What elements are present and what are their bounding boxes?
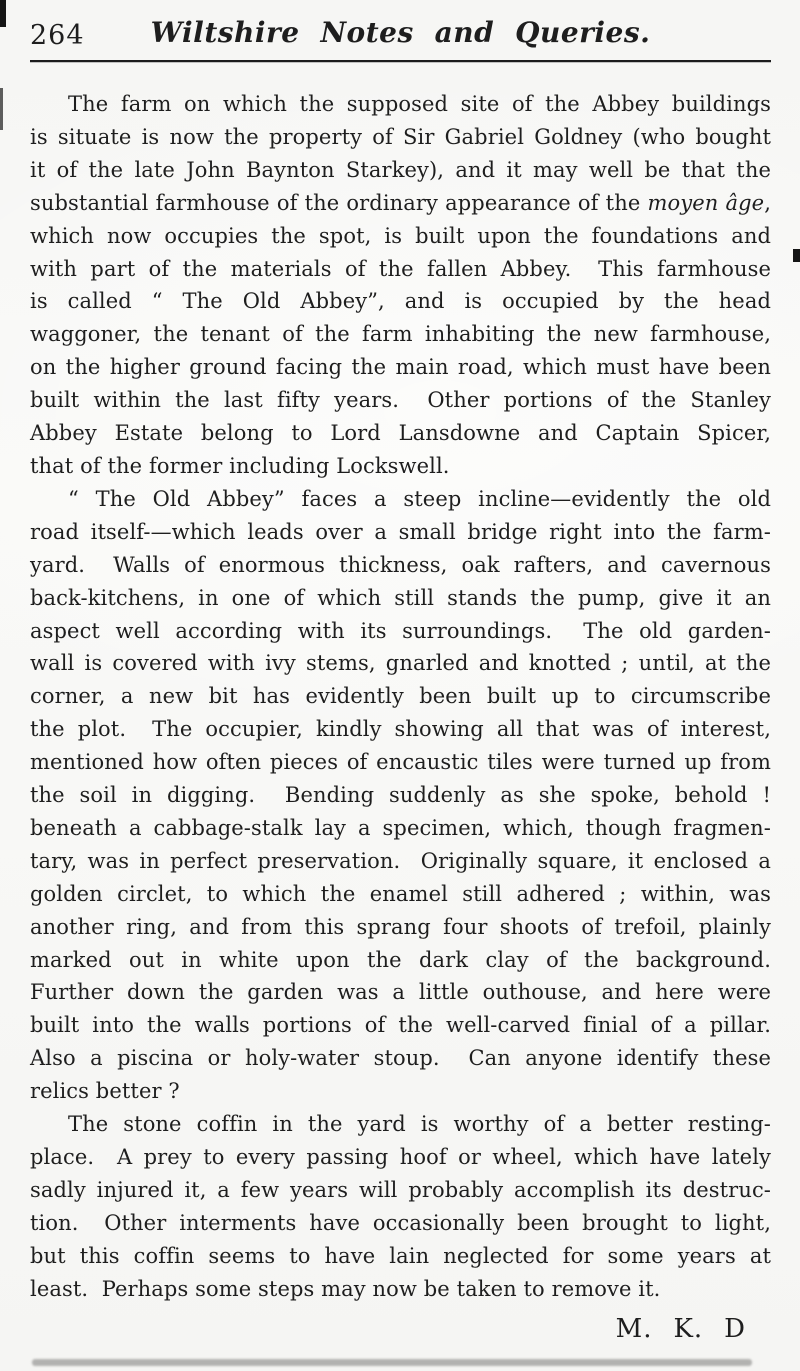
text-line: wall is covered with ivy stems, gnarled and knotted ; until, at the xyxy=(30,651,771,676)
scan-artifact-top-left xyxy=(0,0,6,27)
running-title: Wiltshire Notes and Queries. xyxy=(150,16,651,49)
text-line: marked out in white upon the dark clay of the background. xyxy=(30,947,771,972)
text-line: least. Perhaps some steps may now be taken to remove it. xyxy=(30,1276,661,1301)
paragraph xyxy=(30,483,771,1108)
text-line: is called “ The Old Abbey”, and is occupied by the head xyxy=(30,289,771,314)
paragraph xyxy=(30,88,771,483)
text-line: waggoner, the tenant of the farm inhabiting the new farmhouse, xyxy=(30,322,771,347)
text-line: Abbey Estate belong to Lord Lansdowne and Captain Spicer, xyxy=(30,421,771,446)
body-text xyxy=(30,88,771,1306)
text-line: built into the walls portions of the well-carved finial of a pillar. xyxy=(30,1013,771,1038)
text-line: tion. Other interments have occasionally been brought to light, xyxy=(30,1210,771,1235)
page-header xyxy=(30,14,771,60)
text-line: with part of the materials of the fallen Abbey. This farmhouse xyxy=(30,256,771,281)
text-line: built within the last fifty years. Other portions of the Stanley xyxy=(30,388,771,413)
text-line: road itself-—which leads over a small bridge right into the farm- xyxy=(30,519,771,544)
scan-artifact-right-edge xyxy=(793,249,800,262)
text-line: the plot. The occupier, kindly showing all that was of interest, xyxy=(30,717,771,742)
text-line: beneath a cabbage-stalk lay a specimen, which, though fragmen- xyxy=(30,815,771,840)
text-line: corner, a new bit has evidently been built up to circumscribe xyxy=(30,684,771,709)
text-line: is situate is now the property of Sir Gabriel Goldney (who bought xyxy=(30,124,771,149)
text-line: sadly injured it, a few years will probably accomplish its destruc- xyxy=(30,1177,771,1202)
text-line: it of the late John Baynton Starkey), and it may well be that the xyxy=(30,157,771,182)
paragraph xyxy=(30,1108,771,1305)
text-line: place. A prey to every passing hoof or wheel, which have lately xyxy=(30,1145,771,1169)
text-line: another ring, and from this sprang four shoots of trefoil, plainly xyxy=(30,914,771,939)
text-line: that of the former including Lockswell. xyxy=(30,453,450,478)
header-rule xyxy=(30,60,771,62)
text-line: but this coffin seems to have lain neglected for some years at xyxy=(30,1243,771,1268)
text-line: substantial farmhouse of the ordinary appearance of the moyen âge, xyxy=(30,190,771,215)
text-line: the soil in digging. Bending suddenly as she spoke, behold ! xyxy=(30,783,771,808)
author-signature: M. K. D xyxy=(615,1314,746,1344)
text-line: relics better ? xyxy=(30,1079,180,1104)
scan-artifact-bottom-bar xyxy=(32,1359,752,1366)
text-line: The stone coffin in the yard is worthy of a better resting- xyxy=(68,1112,771,1137)
scan-artifact-left-edge xyxy=(0,88,3,130)
text-line: mentioned how often pieces of encaustic tiles were turned up from xyxy=(30,750,771,775)
text-line: golden circlet, to which the enamel still adhered ; within, was xyxy=(30,881,771,906)
text-line: Also a piscina or holy-water stoup. Can anyone identify these xyxy=(30,1046,771,1071)
text-line: The farm on which the supposed site of the Abbey buildings xyxy=(68,92,771,116)
text-line: Further down the garden was a little outhouse, and here were xyxy=(30,980,771,1005)
text-line: on the higher ground facing the main road, which must have been xyxy=(30,355,771,380)
text-line: which now occupies the spot, is built upon the foundations and xyxy=(30,223,771,248)
text-line: yard. Walls of enormous thickness, oak rafters, and cavernous xyxy=(30,552,771,577)
text-line: back-kitchens, in one of which still stands the pump, give it an xyxy=(30,585,771,610)
page-number: 264 xyxy=(30,20,85,51)
text-line: “ The Old Abbey” faces a steep incline—evidently the old xyxy=(68,486,771,511)
text-line: aspect well according with its surroundings. The old garden- xyxy=(30,618,771,643)
text-line: tary, was in perfect preservation. Originally square, it enclosed a xyxy=(30,848,771,873)
